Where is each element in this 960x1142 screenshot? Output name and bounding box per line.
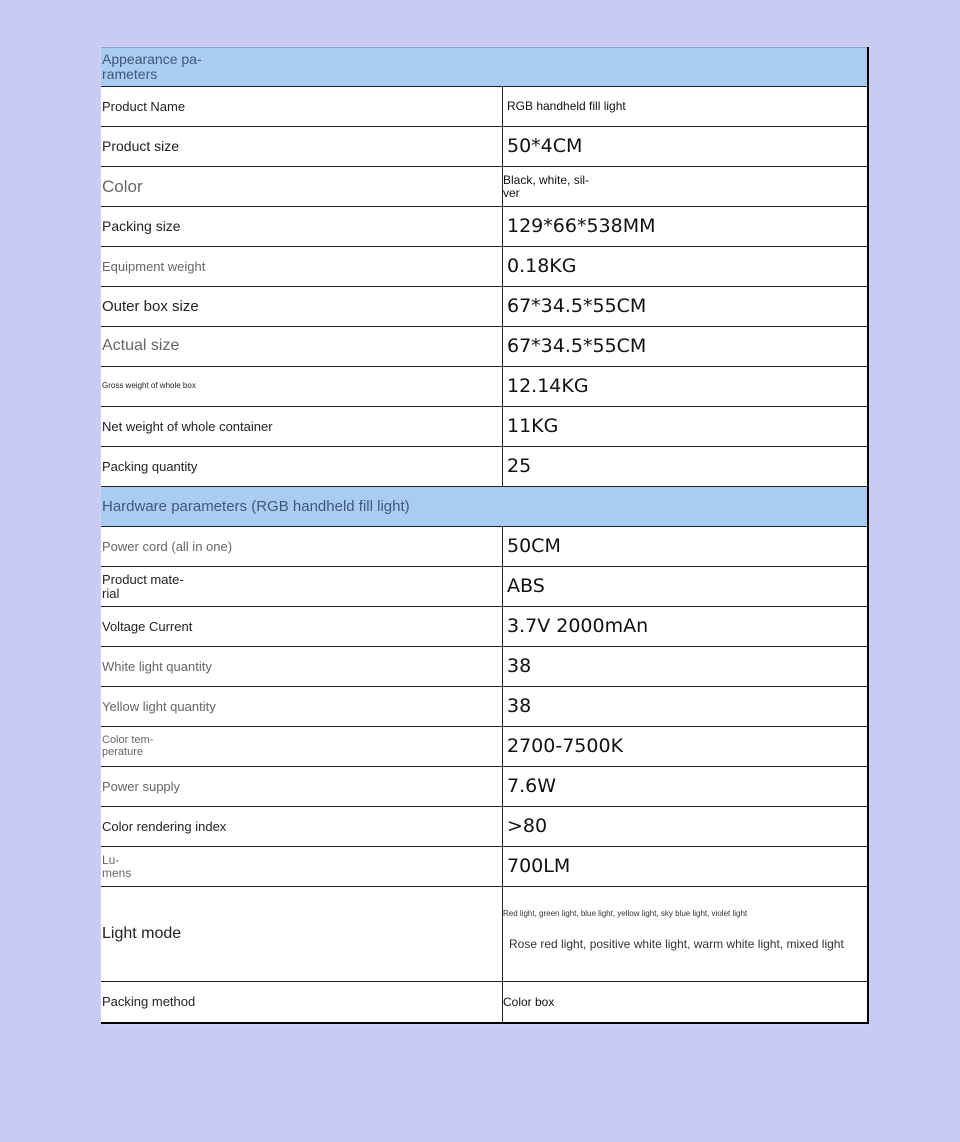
row-label: White light quantity xyxy=(101,647,503,686)
row-label: Product mate- rial xyxy=(102,571,184,601)
table-row xyxy=(101,982,867,1022)
row-label: Gross weight of whole box xyxy=(101,367,503,406)
spec-sheet xyxy=(101,47,869,1024)
row-value: 7.6W xyxy=(507,774,557,797)
row-value: 0.18KG xyxy=(507,254,577,277)
row-value: 25 xyxy=(507,454,532,477)
row-label: Packing size xyxy=(101,207,503,246)
row-label: Color xyxy=(101,167,503,206)
row-value: 50*4CM xyxy=(507,134,583,157)
hardware-title: Hardware parameters (RGB handheld fill light) xyxy=(102,497,410,515)
row-label: Yellow light quantity xyxy=(101,687,503,726)
row-value: 38 xyxy=(507,654,532,677)
row-value: Color box xyxy=(503,994,555,1009)
table-row xyxy=(101,367,867,407)
row-value: 2700-7500K xyxy=(507,734,624,757)
row-label: Product size xyxy=(101,127,503,166)
row-value: RGB handheld fill light xyxy=(507,99,626,114)
section-header-hardware xyxy=(101,487,867,527)
section-header-appearance xyxy=(101,47,867,87)
table-row xyxy=(101,407,867,447)
row-value: 12.14KG xyxy=(507,374,589,397)
table-row xyxy=(101,767,867,807)
row-label: Color rendering index xyxy=(101,807,503,846)
table-row xyxy=(101,527,867,567)
row-label: Light mode xyxy=(101,887,503,981)
row-label: Voltage Current xyxy=(101,607,503,646)
row-value: 67*34.5*55CM xyxy=(507,294,647,317)
light-mode-line-1: Red light, green light, blue light, yellow light, sky blue light, violet light xyxy=(503,908,748,918)
appearance-title: Appearance pa- rameters xyxy=(102,51,202,82)
row-label: Power cord (all in one) xyxy=(101,527,503,566)
row-label: Color tem- perature xyxy=(102,733,154,758)
table-row xyxy=(101,447,867,487)
row-value: ABS xyxy=(507,574,545,597)
row-value: 3.7V 2000mAn xyxy=(507,614,649,637)
row-label: Product Name xyxy=(101,87,503,126)
table-row xyxy=(101,87,867,127)
row-label: Lu- mens xyxy=(102,852,132,880)
table-row xyxy=(101,647,867,687)
table-row xyxy=(101,567,867,607)
row-value: 38 xyxy=(507,694,532,717)
table-row xyxy=(101,607,867,647)
row-value: 50CM xyxy=(507,534,561,557)
table-row xyxy=(101,327,867,367)
table-row xyxy=(101,687,867,727)
light-mode-line-2: Rose red light, positive white light, warm white light, mixed light xyxy=(509,936,844,951)
table-row xyxy=(101,167,867,207)
table-row-light-mode xyxy=(101,887,867,982)
row-label: Power supply xyxy=(101,767,503,806)
row-label: Equipment weight xyxy=(101,247,503,286)
row-label: Outer box size xyxy=(101,287,503,326)
table-row xyxy=(101,847,867,887)
table-row xyxy=(101,127,867,167)
table-row xyxy=(101,727,867,767)
row-value: Black, white, sil- ver xyxy=(503,172,590,200)
table-row xyxy=(101,247,867,287)
row-value: 700LM xyxy=(507,854,571,877)
row-label: Net weight of whole container xyxy=(101,407,503,446)
row-label: Packing quantity xyxy=(101,447,503,486)
row-value: >80 xyxy=(507,814,548,837)
table-row xyxy=(101,207,867,247)
table-row xyxy=(101,287,867,327)
row-value: 11KG xyxy=(507,414,559,437)
row-label: Packing method xyxy=(101,982,503,1022)
row-value: 129*66*538MM xyxy=(507,214,656,237)
row-label: Actual size xyxy=(101,327,503,366)
table-row xyxy=(101,807,867,847)
row-value: 67*34.5*55CM xyxy=(507,334,647,357)
